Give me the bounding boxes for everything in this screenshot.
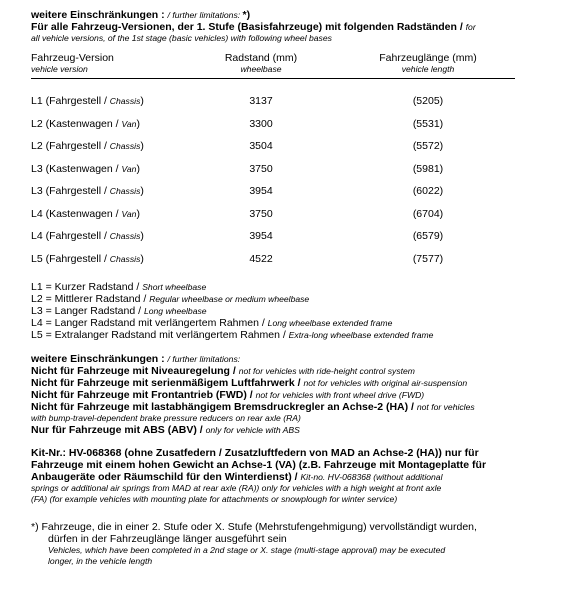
table-row — [31, 135, 515, 158]
limitation-item: Nicht für Fahrzeuge mit Niveauregelung / not for vehicles with ride-height control system — [31, 365, 415, 377]
kit-section — [31, 447, 546, 505]
cell-version: L4 (Fahrgestell / Chassis) — [31, 230, 144, 243]
cell-version: L5 (Fahrgestell / Chassis) — [31, 252, 144, 265]
header-title-translation: / further limitations: — [167, 10, 243, 20]
column-header-wheelbase — [181, 52, 341, 75]
footnote-translation: Vehicles, which have been completed in a 2nd stage or X. stage (multi-stage approval) may be executed — [48, 545, 446, 555]
header-title: weitere Einschränkungen : — [31, 9, 168, 21]
cell-version: L3 (Fahrgestell / Chassis) — [31, 185, 144, 198]
column-header-version — [31, 52, 181, 75]
limitation-item-continuation: with bump-travel-dependent brake pressure reducers on rear axle (RA) — [31, 413, 301, 423]
wheelbase-table — [31, 52, 515, 270]
footnote-line: *) Fahrzeuge, die in einer 2. Stufe oder X. Stufe (Mehrstufengehmigung) vervollständigt wurden, — [31, 521, 477, 533]
cell-wheelbase: 3954 — [249, 230, 273, 243]
legend-item: L5 = Extralanger Radstand mit verlängertem Rahmen / Extra-long wheelbase extended frame — [31, 329, 434, 341]
header-scope-translation-start: for — [465, 22, 476, 32]
header-scope-translation: all vehicle versions, of the 1st stage (basic vehicles) with following wheel bases — [31, 33, 332, 43]
legend-item: L4 = Langer Radstand mit verlängertem Rahmen / Long wheelbase extended frame — [31, 317, 393, 329]
cell-wheelbase: 4522 — [249, 252, 273, 265]
cell-version: L1 (Fahrgestell / Chassis) — [31, 95, 144, 108]
table-row — [31, 113, 515, 136]
cell-wheelbase: 3300 — [249, 117, 273, 130]
cell-length: (5981) — [412, 162, 444, 175]
column-header-translation: wheelbase — [240, 64, 282, 74]
cell-length: (5205) — [412, 95, 444, 108]
cell-wheelbase: 3137 — [249, 95, 273, 108]
table-row — [31, 248, 515, 271]
column-header-label: Fahrzeuglänge (mm) — [379, 52, 477, 64]
cell-length: (5572) — [412, 140, 444, 153]
column-header-label: Fahrzeug-Version — [31, 52, 114, 64]
column-header-length — [341, 52, 515, 75]
cell-wheelbase: 3750 — [249, 162, 273, 175]
header-line-1 — [31, 9, 546, 21]
limitations-section — [31, 353, 546, 436]
table-header — [31, 52, 515, 79]
table-row — [31, 158, 515, 181]
cell-length: (6704) — [412, 207, 444, 220]
table-row — [31, 90, 515, 113]
limitation-item: Nur für Fahrzeuge mit ABS (ABV) / only for vehicle with ABS — [31, 424, 300, 436]
table-row — [31, 180, 515, 203]
header-line-2 — [31, 21, 546, 33]
table-body — [31, 79, 515, 270]
cell-version: L3 (Kastenwagen / Van) — [31, 162, 140, 175]
cell-wheelbase: 3504 — [249, 140, 273, 153]
kit-line: Fahrzeuge mit einem hohen Gewicht an Achse-1 (VA) (z.B. Fahrzeuge mit Montageplatte für — [31, 459, 487, 471]
kit-line: Kit-Nr.: HV-068368 (ohne Zusatfedern / Zusatzluftfedern von MAD an Achse-2 (HA)) nur für — [31, 447, 479, 459]
cell-wheelbase: 3750 — [249, 207, 273, 220]
footnote-translation: longer, in the vehicle length — [48, 556, 153, 566]
kit-line: Anbaugeräte oder Räumschild für den Winterdienst) / Kit-no. HV-068368 (without additional — [31, 471, 443, 483]
legend-item: L2 = Mittlerer Radstand / Regular wheelbase or medium wheelbase — [31, 293, 310, 305]
cell-version: L2 (Fahrgestell / Chassis) — [31, 140, 144, 153]
wheelbase-legend — [31, 281, 546, 341]
document-page — [31, 9, 546, 567]
limitation-item: Nicht für Fahrzeuge mit lastabhängigem Bremsdruckregler an Achse-2 (HA) / not for vehicles — [31, 401, 475, 413]
footnote-marker: *) — [242, 9, 251, 21]
legend-item: L3 = Langer Radstand / Long wheelbase — [31, 305, 207, 317]
legend-item: L1 = Kurzer Radstand / Short wheelbase — [31, 281, 207, 293]
limitations-title: weitere Einschränkungen : / further limitations: — [31, 353, 241, 365]
cell-length: (7577) — [412, 252, 444, 265]
limitation-item: Nicht für Fahrzeuge mit Frontantrieb (FWD) / not for vehicles with front wheel drive (FWD) — [31, 389, 425, 401]
table-row — [31, 203, 515, 226]
cell-length: (6579) — [412, 230, 444, 243]
kit-translation: springs or additional air springs from MAD at rear axle (RA)) only for vehicles with a high weight at front axle — [31, 483, 442, 493]
cell-length: (6022) — [412, 185, 444, 198]
cell-version: L4 (Kastenwagen / Van) — [31, 207, 140, 220]
column-header-label: Radstand (mm) — [224, 52, 298, 64]
cell-version: L2 (Kastenwagen / Van) — [31, 117, 140, 130]
footnote — [31, 521, 546, 567]
cell-length: (5531) — [412, 117, 444, 130]
footnote-line: dürfen in der Fahrzeuglänge länger ausgeführt sein — [48, 533, 287, 545]
cell-wheelbase: 3954 — [249, 185, 273, 198]
column-header-translation: vehicle length — [401, 64, 455, 74]
header-scope: Für alle Fahrzeug-Versionen, der 1. Stufe (Basisfahrzeuge) mit folgenden Radständen / — [31, 21, 466, 33]
kit-translation: (FA) (for example vehicles with mounting plate for attachments or snowplough for winter service) — [31, 494, 398, 504]
limitation-item: Nicht für Fahrzeuge mit serienmäßigem Luftfahrwerk / not for vehicles with original air-suspension — [31, 377, 468, 389]
column-header-translation: vehicle version — [31, 64, 88, 74]
table-row — [31, 225, 515, 248]
